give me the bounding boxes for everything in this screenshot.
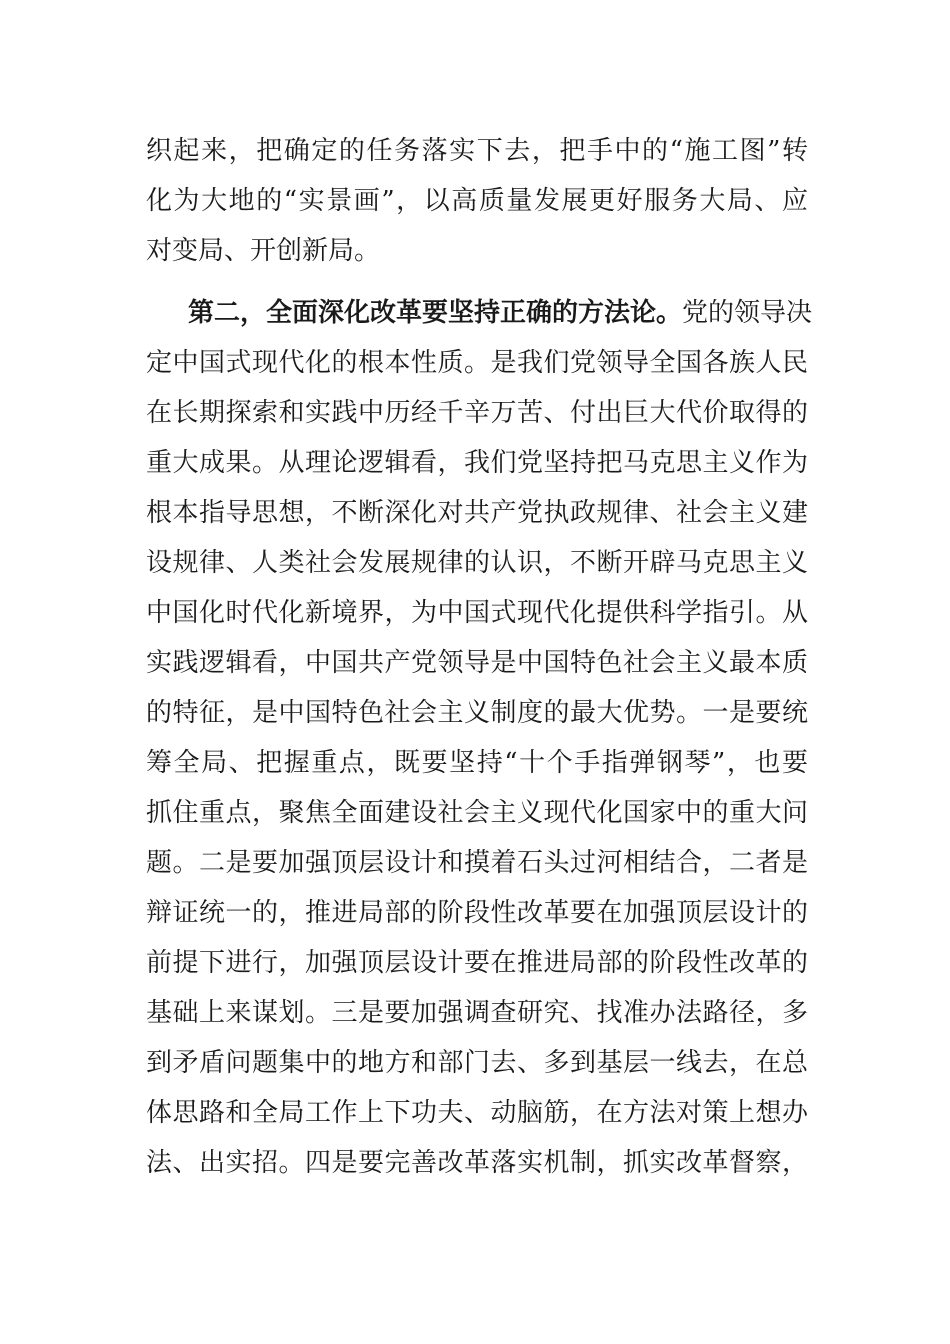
paragraph-2-line-7: 中国化时代化新境界，为中国式现代化提供科学指引。从 <box>146 598 808 628</box>
paragraph-2-line-8: 实践逻辑看，中国共产党领导是中国特色社会主义最本质 <box>146 648 808 678</box>
paragraph-2-line-18: 法、出实招。四是要完善改革落实机制，抓实改革督察， <box>146 1148 808 1178</box>
paragraph-1-line-2: 化为大地的“实景画”，以高质量发展更好服务大局、应 <box>146 186 808 216</box>
paragraph-1-line-3: 对变局、开创新局。 <box>146 236 381 266</box>
paragraph-2-line-10: 筹全局、把握重点，既要坚持“十个手指弹钢琴”，也要 <box>146 748 808 778</box>
paragraph-2-first-line-rest: 党的领导决 <box>682 298 813 328</box>
paragraph-2-line-16: 到矛盾问题集中的地方和部门去、多到基层一线去，在总 <box>146 1048 808 1078</box>
paragraph-2-line-14: 前提下进行，加强顶层设计要在推进局部的阶段性改革的 <box>146 948 808 978</box>
paragraph-1-line-1: 织起来，把确定的任务落实下去，把手中的“施工图”转 <box>146 136 808 166</box>
paragraph-2-line-6: 设规律、人类社会发展规律的认识，不断开辟马克思主义 <box>146 548 808 578</box>
paragraph-2-line-9: 的特征，是中国特色社会主义制度的最大优势。一是要统 <box>146 698 808 728</box>
paragraph-2-line-12: 题。二是要加强顶层设计和摸着石头过河相结合，二者是 <box>146 848 808 878</box>
paragraph-2-line-2: 定中国式现代化的根本性质。是我们党领导全国各族人民 <box>146 348 808 378</box>
paragraph-2-line-1 <box>188 296 813 330</box>
paragraph-2-line-11: 抓住重点，聚焦全面建设社会主义现代化国家中的重大问 <box>146 798 808 828</box>
paragraph-2-line-13: 辩证统一的，推进局部的阶段性改革要在加强顶层设计的 <box>146 898 808 928</box>
paragraph-2-heading: 第二，全面深化改革要坚持正确的方法论。 <box>188 298 683 328</box>
paragraph-2-line-15: 基础上来谋划。三是要加强调查研究、找准办法路径，多 <box>146 998 808 1028</box>
paragraph-2-line-17: 体思路和全局工作上下功夫、动脑筋，在方法对策上想办 <box>146 1098 808 1128</box>
paragraph-2-line-4: 重大成果。从理论逻辑看，我们党坚持把马克思主义作为 <box>146 448 808 478</box>
paragraph-2-line-3: 在长期探索和实践中历经千辛万苦、付出巨大代价取得的 <box>146 398 808 428</box>
paragraph-2-line-5: 根本指导思想，不断深化对共产党执政规律、社会主义建 <box>146 498 808 528</box>
